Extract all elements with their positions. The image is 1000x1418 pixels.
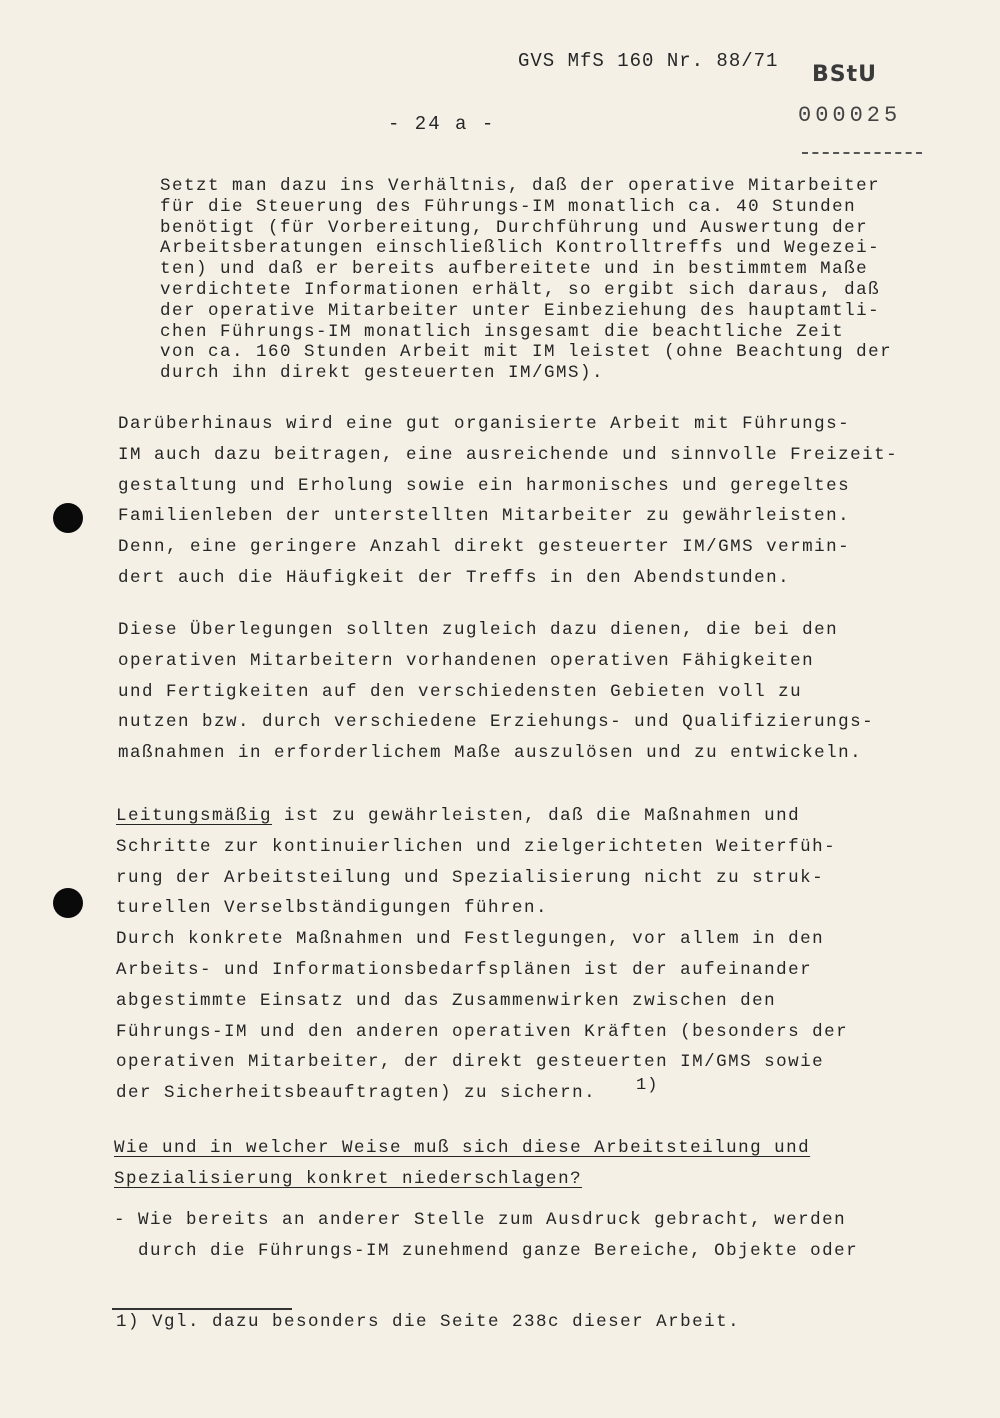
question-heading: Wie und in welcher Weise muß sich diese Arbeitsteilung und Spezialisierung konkret niederschlagen? — [114, 1138, 811, 1189]
footnote-rule — [112, 1308, 292, 1310]
punch-hole — [53, 503, 83, 533]
indented-paragraph: Setzt man dazu ins Verhältnis, daß der operative Mitarbeiter für die Steuerung des Führungs-IM monatlich ca. 40 Stunden benötigt (für Vorbereitung, Durchführung und Auswertung der Arbeitsberatungen einschließlich Kontrolltreffs und Wegezei- ten) und daß er bereits aufbereitete und in bestimmtem Maße verdichtete Informationen erhält, so ergibt sich daraus, daß der operative Mitarbeiter unter Einbeziehung des hauptamtli- chen Führungs-IM monatlich insgesamt die beachtliche Zeit von ca. 160 Stunden Arbeit mit IM leistet (ohne Beachtung der durch ihn direkt gesteuerten IM/GMS). — [160, 176, 893, 384]
document-reference: GVS MfS 160 Nr. 88/71 — [518, 50, 779, 72]
footnote-reference: 1) — [636, 1076, 659, 1095]
punch-hole — [53, 888, 83, 918]
paragraph-leadership — [116, 801, 848, 1109]
stamp-underline — [802, 152, 922, 154]
paragraph-leisure: Darüberhinaus wird eine gut organisierte Arbeit mit Führungs- IM auch dazu beitragen, eine ausreichende und sinnvolle Freizeit- gestaltung und Erholung sowie ein harmonisches und geregeltes Familienleben der unterstellten Mitarbeiter zu gewährleisten. Denn, eine geringere Anzahl direkt gesteuerter IM/GMS vermin- dert auch die Häufigkeit der Treffs in den Abendstunden. — [118, 414, 899, 588]
bullet-item: - Wie bereits an anderer Stelle zum Ausdruck gebracht, werden durch die Führungs-IM zunehmend ganze Bereiche, Objekte oder — [114, 1210, 859, 1261]
bstu-stamp: BStU — [812, 62, 877, 87]
paragraph-leadership-text: ist zu gewährleisten, daß die Maßnahmen und Schritte zur kontinuierlichen und zielgerichteten Weiterfüh- rung der Arbeitsteilung und Spezialisierung nicht zu struk- turellen Verselbständigungen führen. Durch konkrete Maßnahmen und Festlegungen, vor allem in den Arbeits- und Informationsbedarfsplänen ist der aufeinander abgestimmte Einsatz und das Zusammenwirken zwischen den Führungs-IM und den anderen operativen Kräften (besonders der operativen Mitarbeiter, der direkt gesteuerten IM/GMS sowie der Sicherheitsbeauftragten) zu sichern. — [116, 806, 849, 1104]
footnote: 1) Vgl. dazu besonders die Seite 238c dieser Arbeit. — [116, 1312, 741, 1332]
stamp-page-number: 000025 — [798, 103, 902, 128]
paragraph-considerations: Diese Überlegungen sollten zugleich dazu dienen, die bei den operativen Mitarbeitern vorhandenen operativen Fähigkeiten und Fertigkeiten auf den verschiedensten Gebieten voll zu nutzen bzw. durch verschiedene Erziehungs- und Qualifizierungs- maßnahmen in erforderlichem Maße auszulösen und zu entwickeln. — [118, 620, 875, 764]
underlined-term: Leitungsmäßig — [116, 806, 273, 826]
page-number: - 24 a - — [388, 113, 496, 135]
